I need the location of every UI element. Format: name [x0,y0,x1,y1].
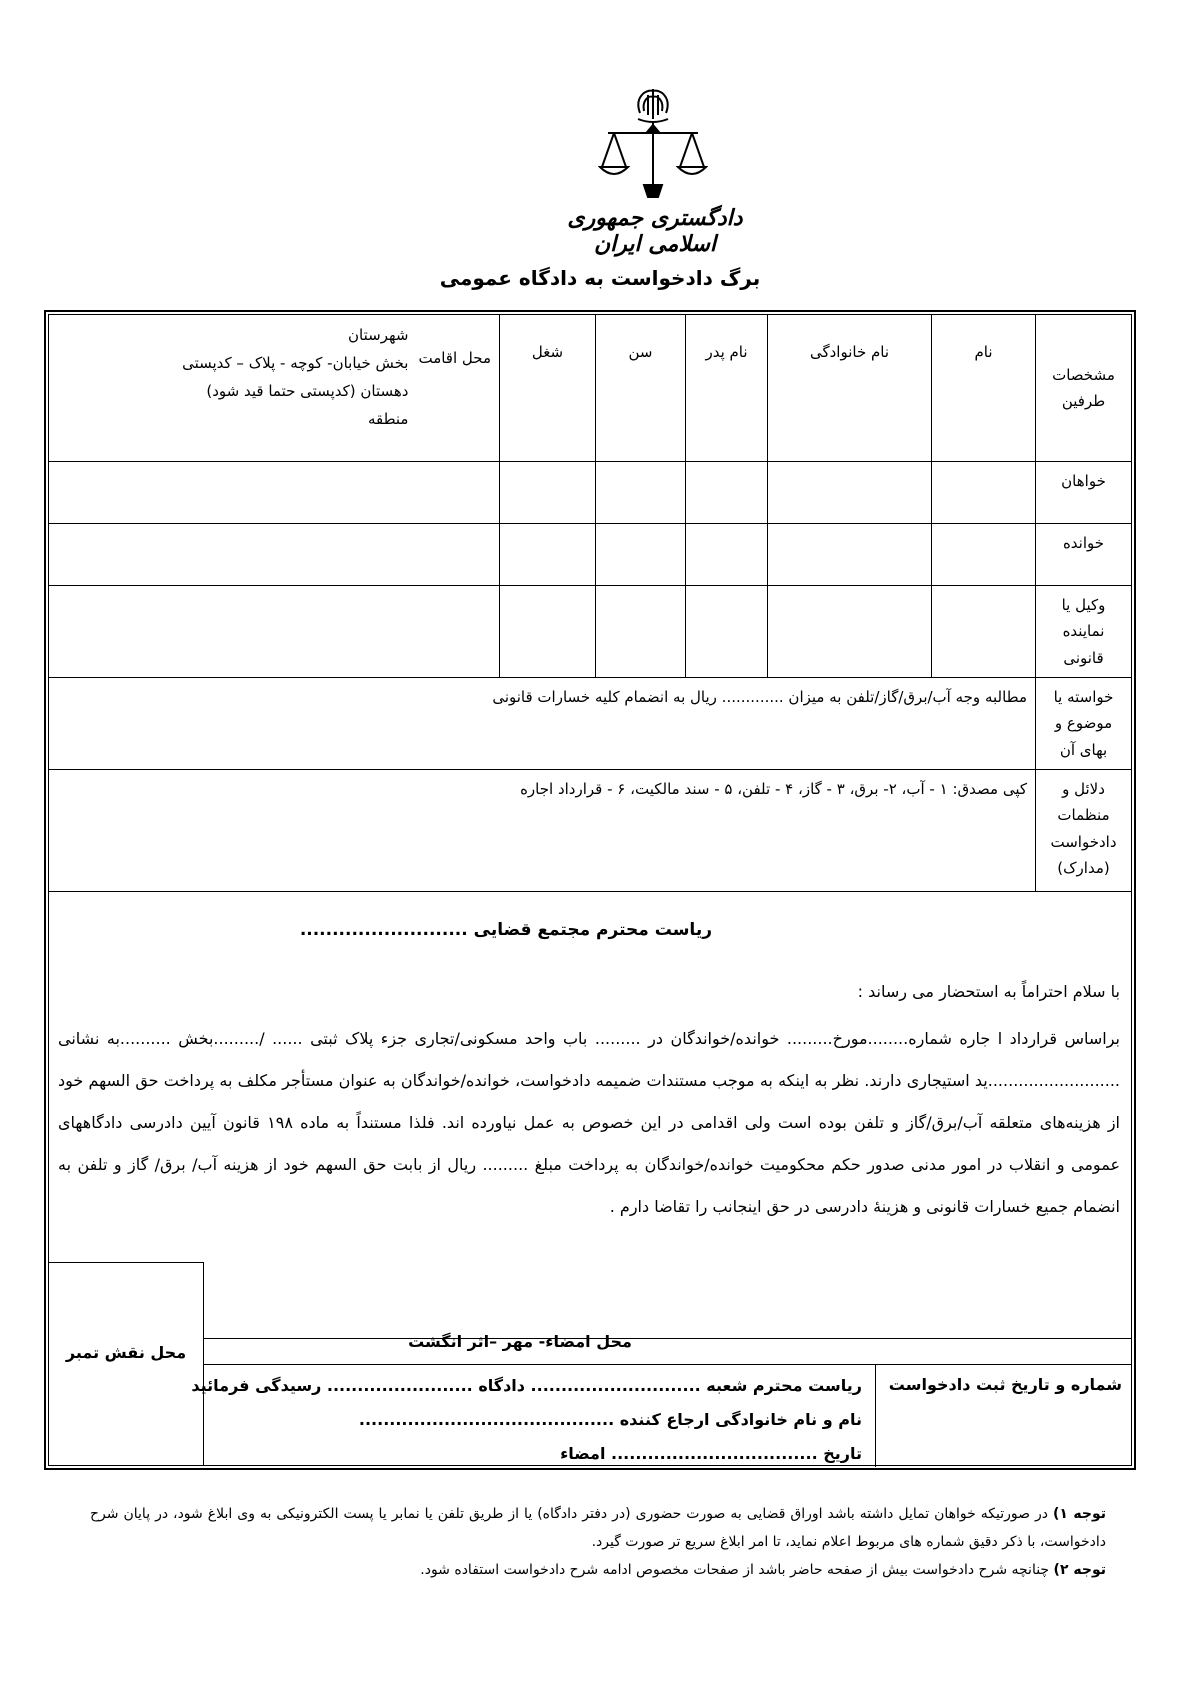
col-residence [49,315,500,462]
petition-text[interactable]: براساس قرارداد ا جاره شماره........مورخ......... خوانده/خواندگان در ......... باب واحد مسکونی/تجاری جزء پلاک ثبتی ...... /.........بخش ..........به نشانی ..........................ید استیجاری دارند. نظر به اینکه به موجب مستندات ضمیمه دادخواست، خوانده/خواندگان به عنوان مستأجر مکلف به پرداخت حق السهم خود از هزینه‌های متعلقه آب/برق/گاز و تلفن بوده است ولی اقدامی در این خصوص به عمل نیاورده اند. فلذا مستنداً به ماده ۱۹۸ قانون آیین دادرسی دادگاههای عمومی و انقلاب در امور مدنی صدور حکم محکومیت خوانده/خواندگان به پرداخت مبلغ ......... ریال از بابت حق السهم خود از هزینه آب/ برق/ گاز و تلفن به انضمام جمیع خسارات قانونی و هزینهٔ دادرسی در حق اینجانب را تقاضا دارم . [58,1029,1120,1216]
defendant-label: خوانده [1036,524,1132,586]
note-2 [90,1556,1106,1584]
col-father-name: نام پدر [686,315,768,462]
plaintiff-family-name-cell[interactable] [768,462,932,524]
defendant-first-name-cell[interactable] [932,524,1036,586]
plaintiff-row [49,462,1132,524]
residence-district: بخش خیابان- کوچه - پلاک – کدپستی [182,354,409,372]
attorney-residence-cell[interactable] [49,586,500,678]
attorney-age-cell[interactable] [596,586,686,678]
attorney-father-name-cell[interactable] [686,586,768,678]
judiciary-emblem-icon [598,85,708,205]
table-header-row [49,315,1132,462]
col-occupation: شغل [500,315,596,462]
referral-lines [191,1369,862,1471]
defendant-residence-cell[interactable] [49,524,500,586]
defendant-age-cell[interactable] [596,524,686,586]
evidence-label: دلائل و منظمات دادخواست (مدارک) [1036,770,1132,892]
attorney-family-name-cell[interactable] [768,586,932,678]
evidence-text[interactable]: کپی مصدق: ۱ - آب، ۲- برق، ۳ - گاز، ۴ - تلفن، ۵ - سند مالکیت، ۶ - قرارداد اجاره [49,770,1036,892]
defendant-father-name-cell[interactable] [686,524,768,586]
plaintiff-residence-cell[interactable] [49,462,500,524]
stamp-box [48,1262,204,1466]
col-age: سن [596,315,686,462]
claim-row [49,678,1132,770]
evidence-row [49,770,1132,892]
col-first-name: نام [932,315,1036,462]
registration-label: شماره و تاریخ ثبت دادخواست [888,1375,1122,1394]
form-title: برگ دادخواست به دادگاه عمومی [439,266,761,290]
plaintiff-occupation-cell[interactable] [500,462,596,524]
defendant-family-name-cell[interactable] [768,524,932,586]
plaintiff-label: خواهان [1036,462,1132,524]
note-1-key: توجه ۱) [1053,1506,1106,1522]
footnotes [90,1500,1106,1584]
signature-label: محل امضاء- مهر –اثر انگشت [408,1332,632,1351]
residence-rural: دهستان (کدپستی حتما قید شود) [206,382,409,400]
note-1-text: در صورتیکه خواهان تمایل داشته باشد اوراق قضایی به صورت حضوری (در دفتر دادگاه) یا از طریق تلفن یا نمابر یا پست الکترونیکی به وی ابلاغ شود، در پایان شرح دادخواست، با ذکر دقیق شماره های مربوط اعلام نماید، تا امر ابلاغ سریع تر صورت گیرد. [90,1506,1106,1550]
petition-greeting: با سلام احتراماً به استحضار می رساند : [857,982,1120,1001]
parties-table [48,314,1132,892]
referral-line-branch: ریاست محترم شعبه ............................ دادگاه ........................ رسیدگی فرمائید [191,1376,862,1395]
claim-label: خواسته یا موضوع و بهای آن [1036,678,1132,770]
plaintiff-first-name-cell[interactable] [932,462,1036,524]
plaintiff-father-name-cell[interactable] [686,462,768,524]
note-2-key: توجه ۲) [1053,1562,1106,1578]
referral-line-date: تاریخ .................................. امضاء [560,1444,862,1463]
note-1 [90,1500,1106,1556]
organization-name: دادگستری جمهوری اسلامی ایران [567,205,743,257]
attorney-occupation-cell[interactable] [500,586,596,678]
referral-line-name: نام و نام خانوادگی ارجاع کننده .......................................... [358,1410,862,1429]
referral-section [191,1364,1132,1467]
col-family-name: نام خانوادگی [768,315,932,462]
defendant-occupation-cell[interactable] [500,524,596,586]
plaintiff-age-cell[interactable] [596,462,686,524]
note-2-text: چنانچه شرح دادخواست بیش از صفحه حاضر باشد از صفحات مخصوص ادامه شرح دادخواست استفاده شود. [420,1562,1054,1578]
registration-cell [875,1365,1132,1467]
stamp-label: محل نقش تمبر [65,1343,187,1362]
attorney-first-name-cell[interactable] [932,586,1036,678]
claim-text[interactable]: مطالبه وجه آب/برق/گاز/تلفن به میزان ............. ریال به انضمام کلیه خسارات قانونی [49,678,1036,770]
attorney-row [49,586,1132,678]
residence-region: منطقه [367,410,409,428]
residence-label: محل اقامت [418,349,491,367]
petition-addressee: ریاست محترم مجتمع قضایی .......................... [299,920,712,940]
defendant-row [49,524,1132,586]
attorney-label: وکیل یا نماینده قانونی [1036,586,1132,678]
residence-city: شهرستان [348,326,409,344]
col-party-specs: مشخصات طرفین [1036,315,1132,462]
